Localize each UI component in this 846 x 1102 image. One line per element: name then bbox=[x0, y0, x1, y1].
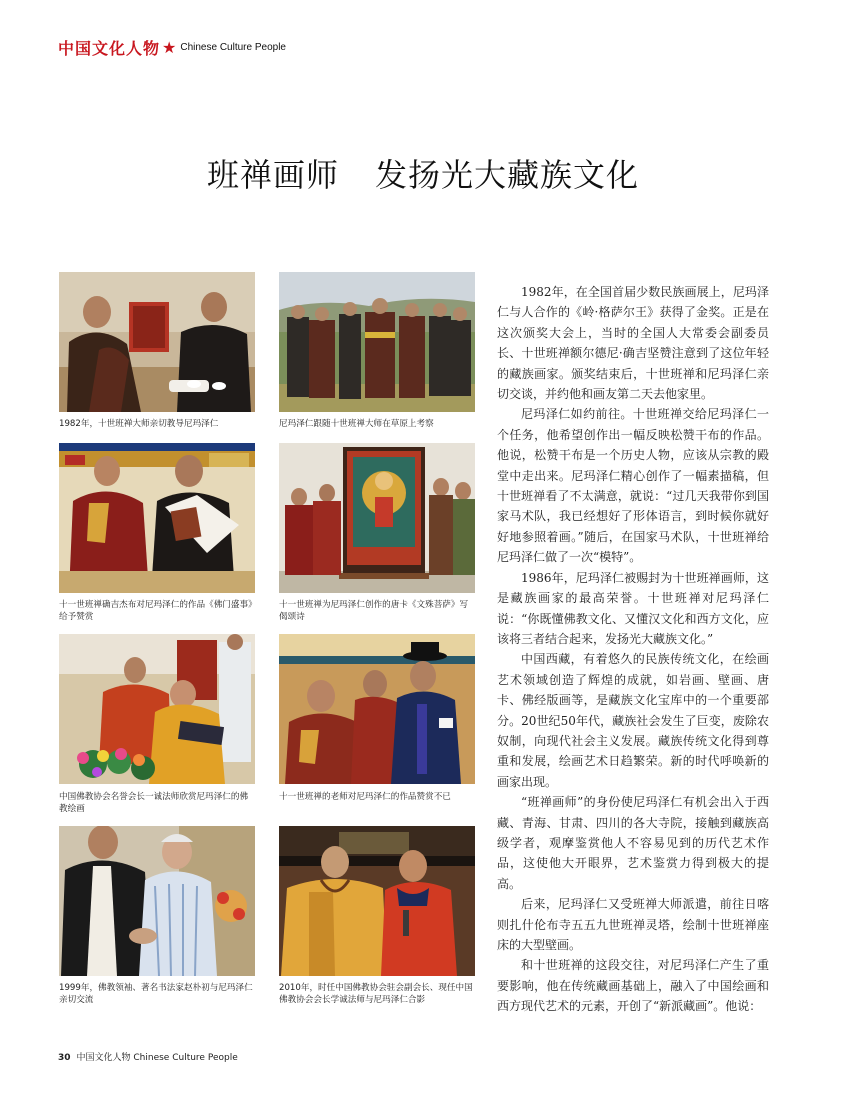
photo-6 bbox=[279, 634, 475, 784]
caption-1: 1982年，十世班禅大师亲切教导尼玛泽仁 bbox=[59, 419, 219, 429]
caption-5: 中国佛教协会名誉会长一诚法师欣赏尼玛泽仁的佛教绘画 bbox=[59, 792, 249, 814]
caption-3: 十一世班禅确吉杰布对尼玛泽仁的作品《佛门盛事》给予赞赏 bbox=[59, 600, 253, 622]
caption-7: 1999年，佛教领袖、著名书法家赵朴初与尼玛泽仁亲切交流 bbox=[59, 983, 253, 1005]
caption-2: 尼玛泽仁跟随十世班禅大师在草原上考察 bbox=[279, 419, 434, 429]
paragraph: “班禅画师”的身份使尼玛泽仁有机会出入于西藏、青海、甘肃、四川的各大寺院，接触到藏族高级学者，观摩鉴赏他人不容易见到的历代艺术作品，这使他大开眼界，艺术鉴赏力得到极大的提高。 bbox=[497, 795, 769, 891]
caption-6: 十一世班禅的老师对尼玛泽仁的作品赞赏不已 bbox=[279, 792, 451, 802]
photo-4 bbox=[279, 443, 475, 593]
paragraph: 1986年，尼玛泽仁被赐封为十世班禅画师，这是藏族画家的最高荣誉。十世班禅对尼玛泽仁说：“你既懂佛教文化、又懂汉文化和西方文化，应该将三者结合起来，发扬光大藏族文化。” bbox=[497, 570, 769, 646]
magazine-header bbox=[58, 36, 286, 59]
paragraph: 尼玛泽仁如约前往。十世班禅交给尼玛泽仁一个任务，他希望创作出一幅反映松赞干布的作品。他说，松赞干布是一个历史人物，应该从宗教的殿堂中走出来。尼玛泽仁精心创作了一幅素描稿，但十世班禅看了不太满意，就说：“过几天我带你到国家马术队，我已经想好了形体语言，到时候你就好好地参照着画。”随后，在国家马术队，十世班禅给尼玛泽仁做了一次“模特”。 bbox=[497, 407, 769, 565]
paragraph: 1982年，在全国首届少数民族画展上，尼玛泽仁与人合作的《岭·格萨尔王》获得了金奖。正是在这次颁奖大会上，当时的全国人大常委会副委员长、十世班禅额尔德尼·确吉坚赞注意到了这位年轻的藏族画家。颁奖结束后，十世班禅和尼玛泽仁亲切交谈，并约他和画友第二天去他家里。 bbox=[497, 285, 769, 402]
photo-3 bbox=[59, 443, 255, 593]
title-part-2: 发扬光大藏族文化 bbox=[375, 156, 640, 194]
photo-8 bbox=[279, 826, 475, 976]
page-footer bbox=[58, 1050, 238, 1063]
photo-5 bbox=[59, 634, 255, 784]
magazine-name-en: Chinese Culture People bbox=[180, 42, 286, 53]
photo-7 bbox=[59, 826, 255, 976]
paragraph: 中国西藏，有着悠久的民族传统文化，在绘画艺术领域创造了辉煌的成就，如岩画、壁画、唐卡、佛经版画等，是藏族文化宝库中的一个重要部分。20世纪50年代，藏族社会发生了巨变，废除农奴制，向现代社会主义发展。藏族传统文化得到尊重和发展，绘画艺术日趋繁荣。新的时代呼唤新的画家出现。 bbox=[497, 652, 769, 789]
footer-text: 中国文化人物 Chinese Culture People bbox=[76, 1053, 238, 1063]
article-body bbox=[497, 282, 769, 1017]
star-icon: ★ bbox=[162, 38, 177, 57]
paragraph: 后来，尼玛泽仁又受班禅大师派遣，前往日喀则扎什伦布寺五五九世班禅灵塔，绘制十世班禅座床的大型壁画。 bbox=[497, 897, 769, 952]
photo-1 bbox=[59, 272, 255, 412]
paragraph: 和十世班禅的这段交往，对尼玛泽仁产生了重要影响，他在传统藏画基础上，融入了中国绘画和西方现代艺术的元素，开创了“新派藏画”。他说： bbox=[497, 958, 769, 1014]
article-title bbox=[0, 150, 846, 196]
photo-2 bbox=[279, 272, 475, 412]
page-number: 30 bbox=[58, 1053, 71, 1063]
caption-8: 2010年，时任中国佛教协会驻会副会长、现任中国佛教协会会长学诚法师与尼玛泽仁合影 bbox=[279, 983, 473, 1005]
magazine-logo: 中国文化人物 bbox=[58, 39, 161, 58]
caption-4: 十一世班禅为尼玛泽仁创作的唐卡《文殊菩萨》写偈颂诗 bbox=[279, 600, 469, 622]
title-part-1: 班禅画师 bbox=[206, 156, 339, 194]
